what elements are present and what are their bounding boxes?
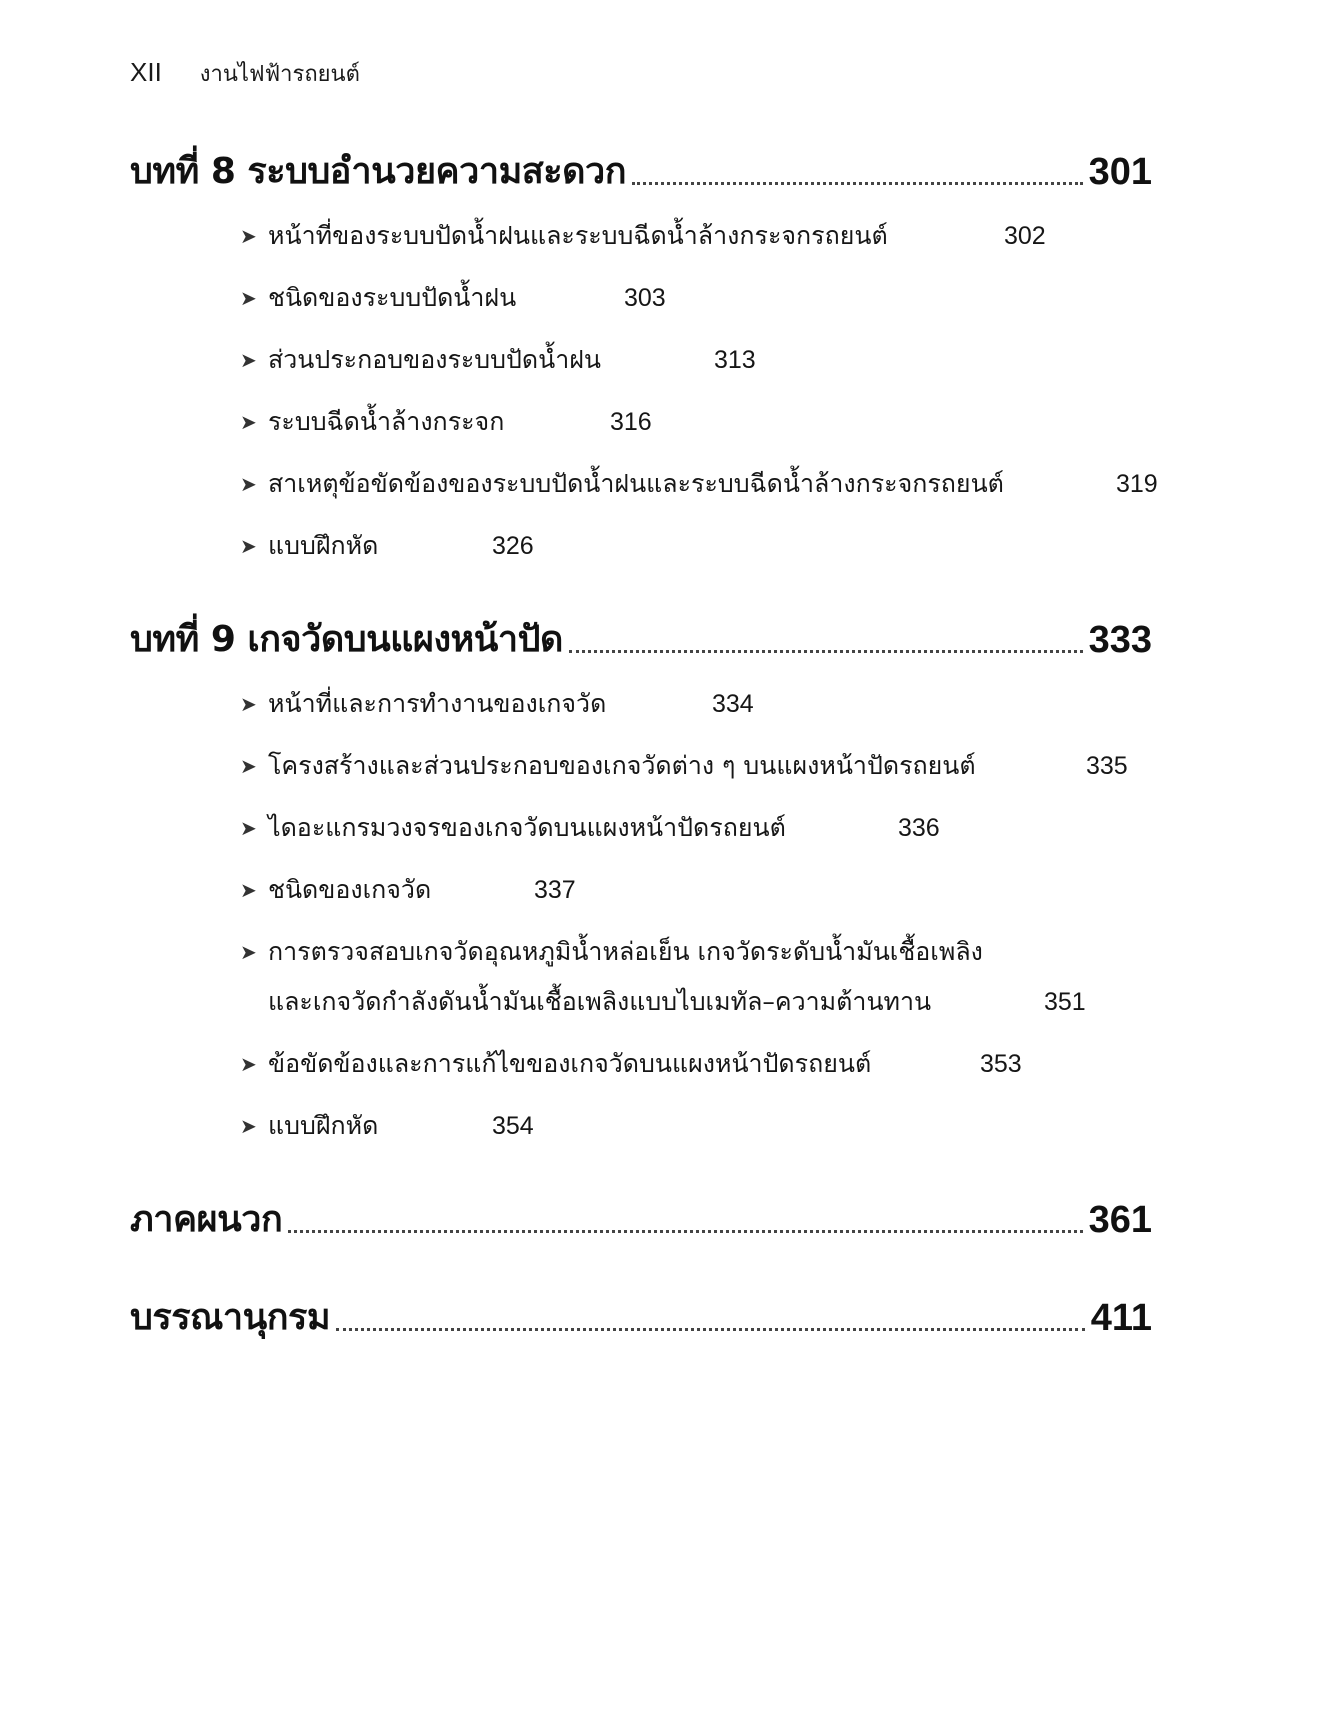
dot-leader [632,182,1083,185]
dot-leader [288,1230,1082,1233]
arrow-bullet-icon: ➤ [240,1114,257,1138]
entry-title-continued: และเกจวัดกำลังดันน้ำมันเชื้อเพลิงแบบไบเมทัล–ความต้านทาน [268,987,932,1016]
toc-chapter-9[interactable] [130,618,1152,662]
dot-leader [336,1328,1085,1331]
entry-title: หน้าที่และการทำงานของเกจวัด [268,689,607,718]
entry-title: แบบฝึกหัด [268,1111,379,1140]
entry-title: แบบฝึกหัด [268,531,379,560]
arrow-bullet-icon: ➤ [240,816,257,840]
entry-page-number: 302 [1004,222,1046,250]
arrow-bullet-icon: ➤ [240,878,257,902]
page-number: XII [130,57,162,87]
chapter-title: บทที่ 9 เกจวัดบนแผงหน้าปัด [130,619,563,660]
entry-page-number: 337 [534,876,576,904]
chapter-page-number: 301 [1088,151,1152,193]
entry-title: ชนิดของระบบปัดน้ำฝน [268,283,517,312]
arrow-bullet-icon: ➤ [240,348,257,372]
entry-page-number: 354 [492,1112,534,1140]
arrow-bullet-icon: ➤ [240,940,257,964]
arrow-bullet-icon: ➤ [240,754,257,778]
entry-page-number: 303 [624,284,666,312]
entry-title: หน้าที่ของระบบปัดน้ำฝนและระบบฉีดน้ำล้างกระจกรถยนต์ [268,221,888,250]
entry-page-number: 313 [714,346,756,374]
appendix-page-number: 361 [1088,1199,1152,1241]
page-header [130,56,360,96]
arrow-bullet-icon: ➤ [240,224,257,248]
entry-page-number: 335 [1086,752,1128,780]
entry-title: ส่วนประกอบของระบบปัดน้ำฝน [268,345,602,374]
arrow-bullet-icon: ➤ [240,286,257,310]
entry-page-number: 316 [610,408,652,436]
book-title: งานไฟฟ้ารถยนต์ [199,62,360,87]
chapter-title: บทที่ 8 ระบบอำนวยความสะดวก [130,151,626,192]
dot-leader [569,650,1083,653]
toc-bibliography[interactable] [130,1296,1152,1340]
arrow-bullet-icon: ➤ [240,1052,257,1076]
entry-title: การตรวจสอบเกจวัดอุณหภูมิน้ำหล่อเย็น เกจวัดระดับน้ำมันเชื้อเพลิง [268,937,983,966]
bibliography-title: บรรณานุกรม [130,1297,331,1338]
entry-title: ชนิดของเกจวัด [268,875,432,904]
entry-page-number: 334 [712,690,754,718]
entry-page-number: 353 [980,1050,1022,1078]
entry-title: โครงสร้างและส่วนประกอบของเกจวัดต่าง ๆ บนแผงหน้าปัดรถยนต์ [268,751,976,780]
arrow-bullet-icon: ➤ [240,410,257,434]
entry-title: ไดอะแกรมวงจรของเกจวัดบนแผงหน้าปัดรถยนต์ [268,813,786,842]
entry-title: ระบบฉีดน้ำล้างกระจก [268,407,505,436]
chapter-page-number: 333 [1088,619,1152,661]
entry-title: สาเหตุข้อขัดข้องของระบบปัดน้ำฝนและระบบฉีดน้ำล้างกระจกรถยนต์ [268,469,1004,498]
entry-page-number: 351 [1044,988,1086,1016]
appendix-title: ภาคผนวก [130,1199,283,1240]
entry-page-number: 336 [898,814,940,842]
bibliography-page-number: 411 [1090,1297,1152,1339]
toc-appendix[interactable] [130,1198,1152,1242]
toc-chapter-8[interactable] [130,150,1152,194]
entry-page-number: 319 [1116,470,1158,498]
entry-title: ข้อขัดข้องและการแก้ไขของเกจวัดบนแผงหน้าปัดรถยนต์ [268,1049,872,1078]
arrow-bullet-icon: ➤ [240,534,257,558]
arrow-bullet-icon: ➤ [240,692,257,716]
entry-page-number: 326 [492,532,534,560]
arrow-bullet-icon: ➤ [240,472,257,496]
